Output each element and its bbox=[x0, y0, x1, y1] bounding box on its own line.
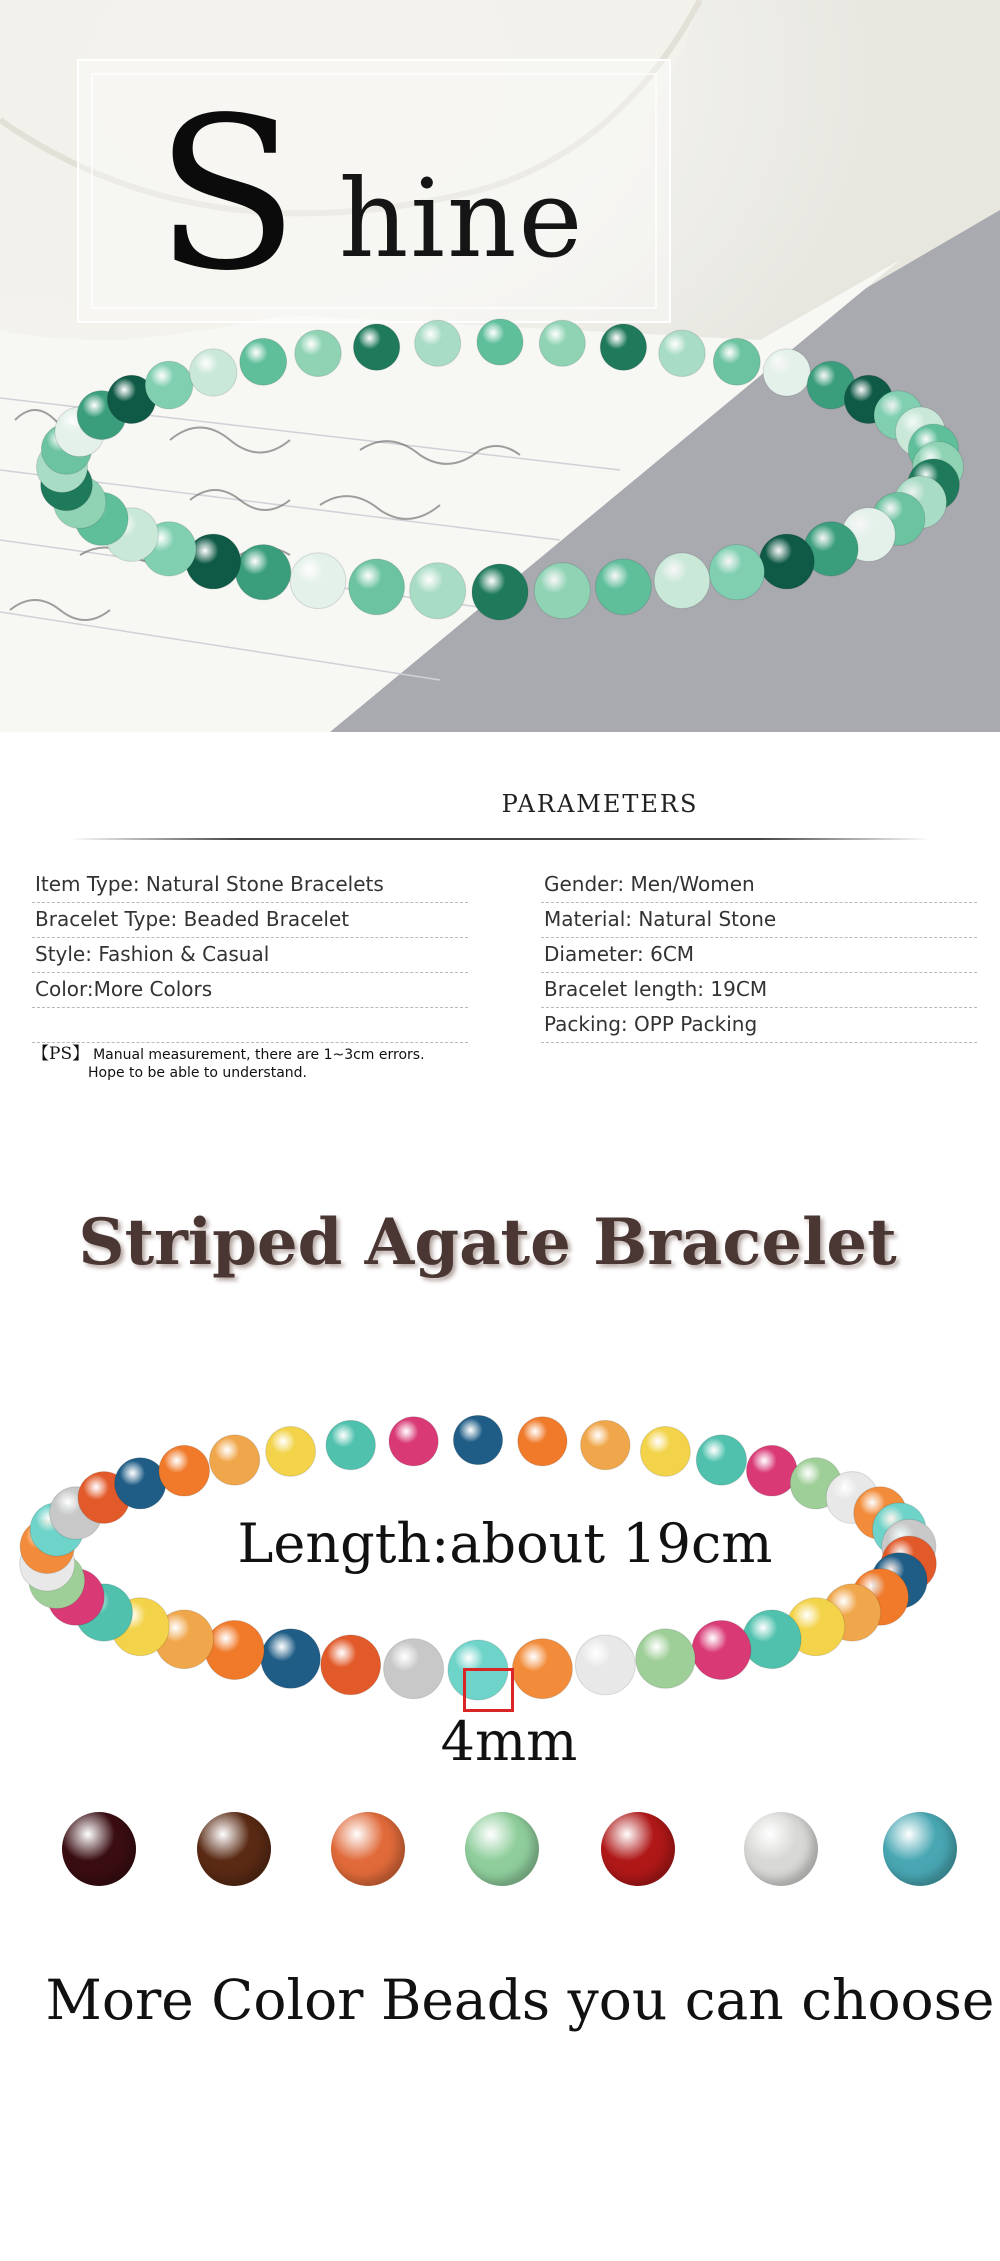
bead bbox=[518, 1417, 567, 1466]
bead bbox=[159, 1445, 210, 1496]
parameters-right-column bbox=[541, 868, 977, 1043]
param-empty-row bbox=[32, 1008, 468, 1043]
bead-size-marker bbox=[463, 1668, 514, 1712]
note-line-1: Manual measurement, there are 1~3cm errors. bbox=[93, 1047, 425, 1063]
bead bbox=[696, 1435, 746, 1485]
bead-size-label: 4mm bbox=[440, 1710, 578, 1773]
bead bbox=[384, 1639, 444, 1699]
color-bead-sample bbox=[62, 1812, 136, 1886]
bead bbox=[266, 1427, 316, 1477]
bead bbox=[636, 1629, 695, 1688]
bead bbox=[575, 1635, 635, 1695]
note-line-2: Hope to be able to understand. bbox=[88, 1065, 307, 1081]
bead bbox=[641, 1427, 691, 1477]
more-colors-label: More Color Beads you can choose bbox=[45, 1968, 995, 2032]
param-material: Material: Natural Stone bbox=[541, 903, 977, 938]
bead bbox=[415, 320, 461, 366]
bead bbox=[747, 1445, 798, 1496]
bead bbox=[205, 1621, 264, 1680]
color-bead-sample bbox=[197, 1812, 271, 1886]
note-tag: 【PS】 bbox=[32, 1044, 90, 1064]
bead bbox=[389, 1417, 438, 1466]
param-item-type: Item Type: Natural Stone Bracelets bbox=[32, 868, 468, 903]
bead bbox=[759, 534, 814, 589]
bead bbox=[477, 319, 523, 365]
bead bbox=[410, 563, 466, 619]
bead bbox=[692, 1621, 751, 1680]
color-bead-sample bbox=[331, 1812, 405, 1886]
color-bead-sample bbox=[883, 1812, 957, 1886]
bead bbox=[539, 320, 585, 366]
bead bbox=[453, 1415, 502, 1464]
bead bbox=[763, 349, 810, 396]
bead bbox=[600, 324, 646, 370]
param-color: Color:More Colors bbox=[32, 973, 468, 1008]
hero-title bbox=[155, 72, 585, 317]
bead bbox=[210, 1435, 260, 1485]
param-bracelet-type: Bracelet Type: Beaded Bracelet bbox=[32, 903, 468, 938]
parameters-heading: PARAMETERS bbox=[501, 790, 699, 818]
bead bbox=[512, 1639, 572, 1699]
bead bbox=[654, 553, 710, 609]
bead bbox=[709, 545, 764, 600]
bead bbox=[349, 559, 405, 615]
bead bbox=[354, 324, 400, 370]
bead bbox=[240, 338, 287, 385]
hero-title-rest: hine bbox=[338, 157, 585, 282]
param-packing: Packing: OPP Packing bbox=[541, 1008, 977, 1043]
length-label: Length:about 19cm bbox=[237, 1512, 773, 1575]
parameters-left-column bbox=[32, 868, 468, 1043]
bead bbox=[236, 545, 291, 600]
param-style: Style: Fashion & Casual bbox=[32, 938, 468, 973]
hero-title-initial: S bbox=[155, 72, 299, 317]
bead bbox=[321, 1635, 381, 1695]
bead bbox=[190, 349, 237, 396]
product-title: Striped Agate Bracelet bbox=[78, 1205, 897, 1280]
bead bbox=[581, 1420, 630, 1469]
bead bbox=[115, 1458, 166, 1509]
color-bead-sample bbox=[465, 1812, 539, 1886]
color-beads-row bbox=[0, 1812, 1000, 1892]
bead bbox=[713, 338, 760, 385]
bead bbox=[261, 1629, 320, 1688]
hero-image bbox=[0, 0, 1000, 732]
param-gender: Gender: Men/Women bbox=[541, 868, 977, 903]
bead bbox=[596, 559, 652, 615]
measurement-note bbox=[32, 1045, 425, 1082]
bead bbox=[290, 553, 346, 609]
param-bracelet-length: Bracelet length: 19CM bbox=[541, 973, 977, 1008]
bead bbox=[326, 1420, 375, 1469]
bead bbox=[472, 564, 528, 620]
bead bbox=[743, 1610, 802, 1669]
color-bead-sample bbox=[601, 1812, 675, 1886]
bead bbox=[145, 361, 193, 409]
param-diameter: Diameter: 6CM bbox=[541, 938, 977, 973]
bead bbox=[659, 330, 705, 376]
bead bbox=[295, 330, 341, 376]
bead bbox=[534, 563, 590, 619]
color-bead-sample bbox=[744, 1812, 818, 1886]
parameters-divider bbox=[70, 838, 930, 840]
